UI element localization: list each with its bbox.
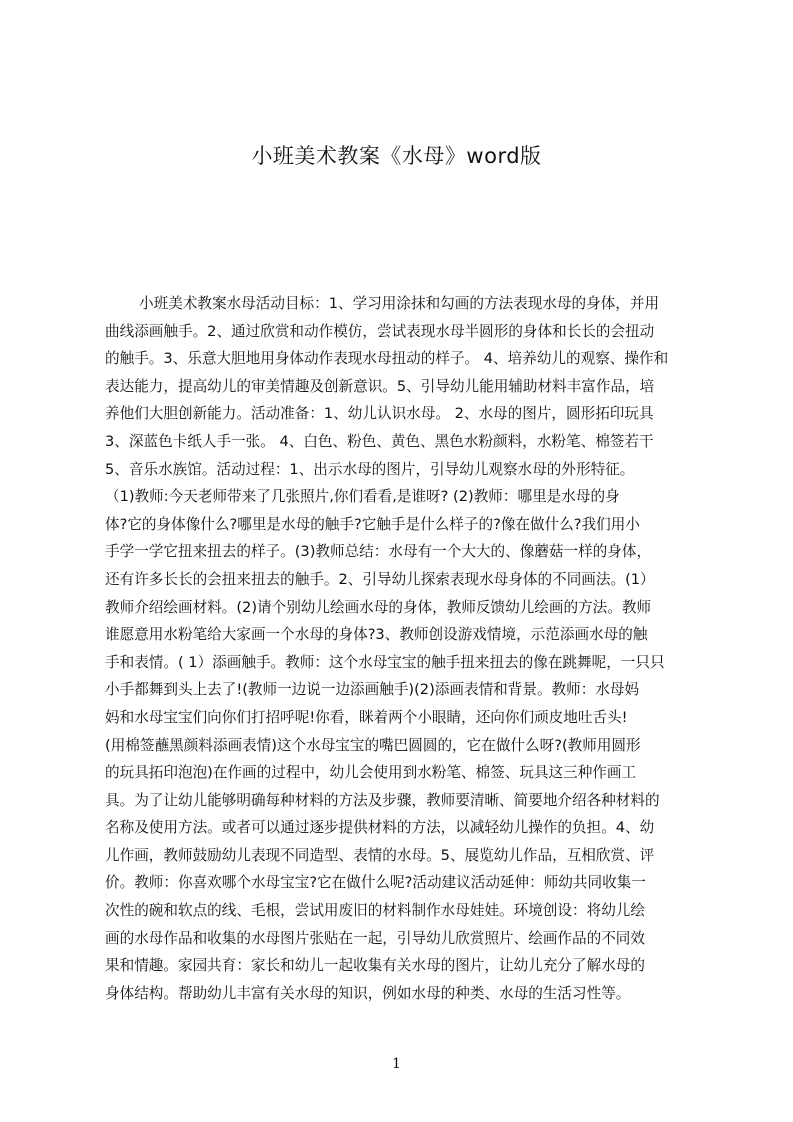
- text-line: 儿作画，教师鼓励幼儿表现不同造型、表情的水母。5、展览幼儿作品，互相欣赏、评: [105, 846, 655, 864]
- text-line: 小手都舞到头上去了!(教师一边说一边添画触手)(2)添画表情和背景。教师：水母妈: [105, 681, 640, 699]
- body-paragraph: [105, 290, 697, 1007]
- text-line: 价。教师：你喜欢哪个水母宝宝?它在做什么呢?活动建议活动延伸：师幼共同收集一: [105, 874, 646, 892]
- text-line: 妈和水母宝宝们向你们打招呼呢!你看，眯着两个小眼睛，还向你们顽皮地吐舌头!: [105, 708, 628, 726]
- text-line: 次性的碗和软点的线、毛根，尝试用废旧的材料制作水母娃娃。环境创设：将幼儿绘: [105, 902, 645, 920]
- text-line: 小班美术教案水母活动目标：1、学习用涂抹和勾画的方法表现水母的身体，并用: [139, 295, 660, 312]
- document-title: 小班美术教案《水母》word版: [251, 144, 542, 168]
- text-line: 具。为了让幼儿能够明确每种材料的方法及步骤，教师要清晰、简要地介绍各种材料的: [105, 791, 660, 809]
- text-line: 手学一学它扭来扭去的样子。(3)教师总结：水母有一个大大的、像蘑菇一样的身体，: [105, 543, 652, 561]
- text-line: 曲线添画触手。2、通过欣赏和动作模仿，尝试表现水母半圆形的身体和长长的会扭动: [105, 322, 655, 340]
- text-line: 表达能力，提高幼儿的审美情趣及创新意识。5、引导幼儿能用辅助材料丰富作品，培: [105, 377, 655, 395]
- text-line: 手和表情。( 1）添画触手。教师：这个水母宝宝的触手扭来扭去的像在跳舞呢，一只只: [105, 653, 665, 671]
- page-number: 1: [392, 1056, 401, 1072]
- text-line: 画的水母作品和收集的水母图片张贴在一起，引导幼儿欣赏照片、绘画作品的不同效: [105, 929, 645, 947]
- text-line: 体?它的身体像什么?哪里是水母的触手?它触手是什么样子的?像在做什么?我们用小: [105, 515, 640, 533]
- text-line: 还有许多长长的会扭来扭去的触手。2、引导幼儿探索表现水母身体的不同画法。(1）: [105, 570, 655, 588]
- text-line: 养他们大胆创新能力。活动准备：1、幼儿认识水母。 2、水母的图片，圆形拓印玩具: [105, 405, 654, 423]
- text-line: 名称及使用方法。或者可以通过逐步提供材料的方法，以减轻幼儿操作的负担。4、幼: [105, 819, 655, 837]
- text-line: 果和情趣。家园共育：家长和幼儿一起收集有关水母的图片，让幼儿充分了解水母的: [105, 957, 645, 975]
- text-line: 身体结构。帮助幼儿丰富有关水母的知识，例如水母的种类、水母的生活习性等。: [105, 984, 631, 1002]
- text-line: 3、深蓝色卡纸人手一张。 4、白色、粉色、黄色、黑色水粉颜料，水粉笔、棉签若干: [105, 432, 654, 450]
- text-line: 的触手。3、乐意大胆地用身体动作表现水母扭动的样子。 4、培养幼儿的观察、操作和: [105, 350, 669, 368]
- text-line: 的玩具拓印泡泡)在作画的过程中，幼儿会使用到水粉笔、棉签、玩具这三种作画工: [105, 764, 637, 782]
- text-line: （1)教师:今天老师带来了几张照片,你们看看,是谁呀? (2)教师：哪里是水母的身: [105, 488, 620, 506]
- text-line: 谁愿意用水粉笔给大家画一个水母的身体?3、教师创设游戏情境，示范添画水母的触: [105, 626, 648, 644]
- text-line: (用棉签蘸黑颜料添画表情)这个水母宝宝的嘴巴圆圆的，它在做什么呀?(教师用圆形: [105, 736, 641, 754]
- text-line: 5、音乐水族馆。活动过程：1、出示水母的图片，引导幼儿观察水母的外形特征。: [105, 460, 635, 478]
- text-line: 教师介绍绘画材料。(2)请个别幼儿绘画水母的身体，教师反馈幼儿绘画的方法。教师: [105, 598, 652, 616]
